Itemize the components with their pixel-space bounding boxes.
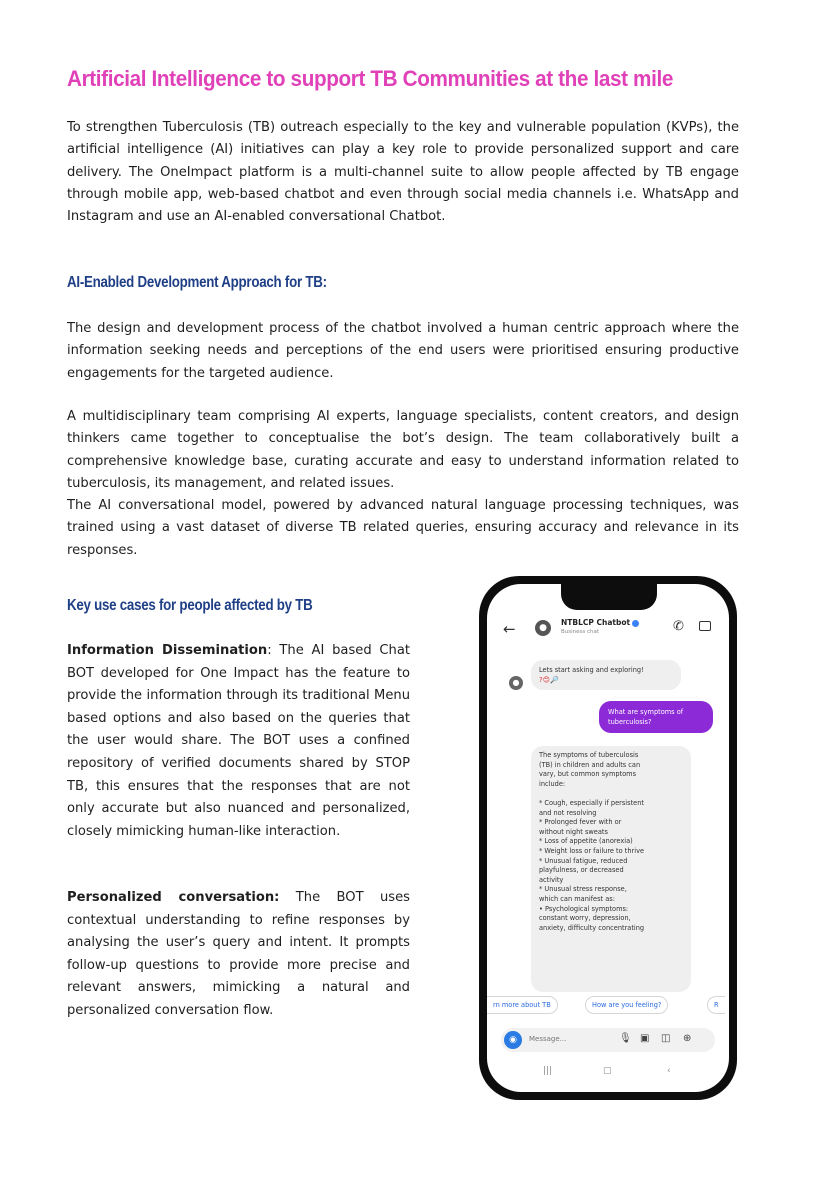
- bot-response-line: playfulness, or decreased: [539, 866, 624, 875]
- video-call-icon[interactable]: [699, 621, 711, 631]
- bot-response-line: vary, but common symptoms: [539, 770, 637, 779]
- add-icon[interactable]: ⊕: [683, 1033, 692, 1044]
- bot-response-line: * Unusual stress response,: [539, 885, 627, 894]
- user-message: What are symptoms of tuberculosis?: [599, 701, 713, 733]
- phone-notch: [561, 584, 657, 610]
- info-dissemination-text: : The AI based Chat BOT developed for One Impact has the feature to provide the information through its traditional Menu based options and also based on the queries that the user would share. The BOT uses a confined repository of verified documents shared by STOP TB, this ensures that the responses that are not only accurate but also nuanced and personalized, closely mimicking human-like interaction.: [67, 643, 411, 839]
- verified-icon: [632, 620, 639, 627]
- emoji-row: ?😊🔎: [539, 676, 559, 684]
- bot-response-line: activity: [539, 875, 564, 884]
- bot-message-1: Lets start asking and exploring! ?😊🔎: [531, 660, 681, 690]
- bot-response-line: which can manifest as:: [539, 894, 615, 903]
- bot-response-line: * Prolonged fever with or: [539, 818, 622, 827]
- bot-response-line: • Psychological symptoms:: [539, 904, 629, 913]
- bot-message-2: [531, 746, 691, 992]
- quick-reply-how-feeling[interactable]: How are you feeling?: [585, 996, 668, 1014]
- bot-response-line: * Cough, especially if persistent: [539, 798, 644, 807]
- back-nav-icon[interactable]: ‹: [667, 1066, 671, 1076]
- gallery-icon[interactable]: ▣: [640, 1033, 650, 1044]
- intro-paragraph: To strengthen Tuberculosis (TB) outreach especially to the key and vulnerable population (KVPs), the artificial intelligence (AI) initiatives can play a key role to provide personalized support and care delivery. The OneImpact platform is a multi-channel suite to allow people affected by TB engage through mobile app, web-based chatbot and even through social media channels i.e. WhatsApp and Instagram and use an AI-enabled conversational Chatbot.: [67, 120, 739, 225]
- bot-response-line: The symptoms of tuberculosis: [539, 751, 639, 759]
- bot-response-line: * Unusual fatigue, reduced: [539, 856, 628, 865]
- chat-header: [487, 610, 729, 648]
- bot-response-line: [539, 789, 683, 799]
- bot-response-line: (TB) in children and adults can: [539, 760, 641, 769]
- message-composer: [501, 1028, 715, 1052]
- approach-paragraph-3: The AI conversational model, powered by advanced natural language processing techniques, was trained using a vast dataset of diverse TB related queries, ensuring accuracy and relevance in its responses.: [67, 498, 739, 558]
- bot-response-line: * Loss of appetite (anorexia): [539, 837, 633, 846]
- home-icon[interactable]: ▢: [603, 1066, 612, 1076]
- quick-reply-more[interactable]: R: [707, 996, 725, 1014]
- phone-mockup: [479, 576, 737, 1100]
- section-heading-use-cases: Key use cases for people affected by TB: [67, 597, 313, 614]
- bot-avatar-small: ●: [509, 676, 523, 690]
- bot-response-line: and not resolving: [539, 808, 597, 817]
- page-title: Artificial Intelligence to support TB Communities at the last mile: [67, 66, 674, 91]
- phone-call-icon[interactable]: ✆: [673, 619, 684, 634]
- sticker-icon[interactable]: ◫: [661, 1033, 671, 1044]
- recent-apps-icon[interactable]: |||: [543, 1066, 553, 1076]
- bot-response-line: include:: [539, 779, 566, 788]
- bot-response-line: * Weight loss or failure to thrive: [539, 846, 645, 855]
- personalized-conversation-text: The BOT uses contextual understanding to refine responses by analysing the user’s query and intent. It prompts follow-up questions to provide more precise and relevant answers, mimicking a natural and personalized conversation flow.: [67, 890, 410, 1018]
- personalized-conversation-paragraph: [67, 887, 410, 1023]
- android-nav-bar: [487, 1064, 729, 1084]
- phone-screen: [487, 584, 729, 1092]
- bot-response-line: anxiety, difficulty concentrating: [539, 923, 645, 932]
- quick-reply-learn-more[interactable]: rn more about TB: [487, 996, 558, 1014]
- bot-avatar: ●: [535, 620, 551, 636]
- camera-icon[interactable]: ◉: [504, 1031, 522, 1049]
- info-dissemination-paragraph: [67, 640, 410, 843]
- approach-paragraph-2: A multidisciplinary team comprising AI experts, language specialists, content creators, and design thinkers came together to conceptualise the bot’s design. The team collaboratively built a comprehensive knowledge base, curating accurate and easy to understand information related to tuberculosis, its management, and related issues.: [67, 409, 739, 491]
- approach-paragraph-1: The design and development process of the chatbot involved a human centric approach where the information seeking needs and perceptions of the end users were prioritised ensuring productive engagements for the targeted audience.: [67, 321, 739, 381]
- bot-response-lines: [539, 751, 683, 933]
- microphone-icon[interactable]: 🎙: [619, 1033, 632, 1044]
- back-arrow-icon[interactable]: ←: [503, 620, 516, 638]
- bot-subtitle: Business chat: [561, 629, 600, 635]
- info-dissemination-label: Information Dissemination: [67, 643, 268, 658]
- bot-response-line: constant worry, depression,: [539, 914, 631, 923]
- section-heading-approach: AI-Enabled Development Approach for TB:: [67, 274, 327, 291]
- bot-response-line: without night sweats: [539, 827, 608, 836]
- personalized-conversation-label: Personalized conversation:: [67, 890, 280, 905]
- bot-name: NTBLCP Chatbot: [561, 618, 639, 627]
- message-input[interactable]: [529, 1035, 599, 1043]
